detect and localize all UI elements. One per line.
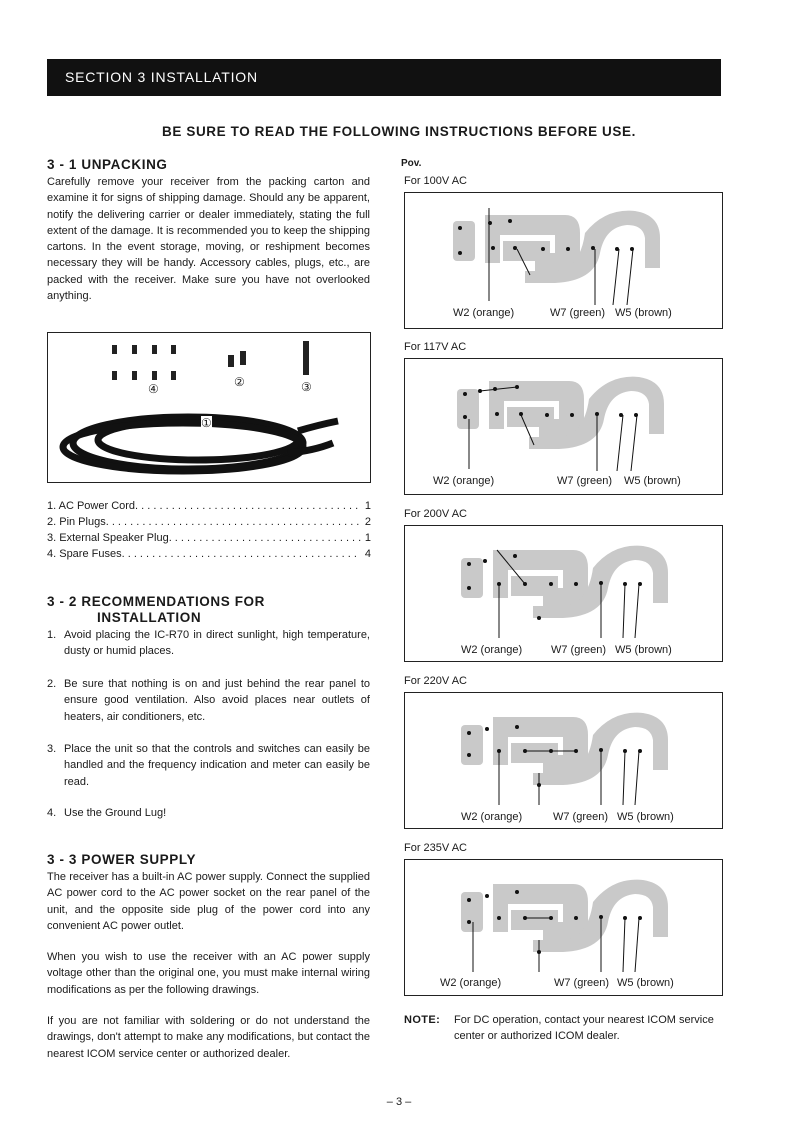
diagram-title-117v: For 117V AC xyxy=(404,341,467,353)
dc-operation-note xyxy=(404,1012,729,1042)
heading-recommendations-line2: INSTALLATION xyxy=(97,610,202,625)
wire-label-w5: W5 (brown) xyxy=(617,977,674,989)
wiring-diagram-200v xyxy=(404,525,723,662)
wiring-diagram-235v xyxy=(404,859,723,996)
page-number: – 3 – xyxy=(386,1096,412,1108)
note-text: For DC operation, contact your nearest ICOM service center or authorized ICOM dealer. xyxy=(454,1014,714,1042)
wire-label-w7: W7 (green) xyxy=(550,307,606,319)
wire-label-w2: W2 (orange) xyxy=(433,475,495,487)
wiring-diagram-117v xyxy=(404,358,723,495)
wire-label-w5: W5 (brown) xyxy=(615,307,672,319)
section-banner xyxy=(47,59,721,96)
wiring-diagram-220v xyxy=(404,692,723,829)
accessory-item: 2. Pin Plugs . . . 2 xyxy=(47,516,371,532)
section-title: SECTION 3 INSTALLATION xyxy=(65,69,258,85)
accessory-item: 1. AC Power Cord . . . 1 xyxy=(47,500,371,516)
note-label: NOTE: xyxy=(404,1014,441,1026)
wiring-diagram-100v xyxy=(404,192,723,329)
accessory-item: 4. Spare Fuses . . . 4 xyxy=(47,548,371,564)
wire-label-w2: W2 (orange) xyxy=(440,977,502,989)
recommendation-item: 2. Be sure that nothing is on and just behind the rear panel to ensure good ventilation. Also avoid places near outlets of heaters, air conditioners, etc. xyxy=(47,678,370,723)
wire-label-w5: W5 (brown) xyxy=(615,644,672,656)
diagram-title-220v: For 220V AC xyxy=(404,675,467,687)
recommendation-item: 3. Place the unit so that the controls and switches can easily be handled and the frequency indication and meter can easily be read. xyxy=(47,743,370,788)
recommendation-item: 4. Use the Ground Lug! xyxy=(47,807,167,819)
callout-1: ① xyxy=(201,416,212,430)
wire-label-w7: W7 (green) xyxy=(551,644,607,656)
callout-4: ④ xyxy=(148,382,159,396)
heading-unpacking: 3 - 1 UNPACKING xyxy=(47,157,168,172)
wire-label-w5: W5 (brown) xyxy=(617,811,674,823)
heading-recommendations: 3 - 2 RECOMMENDATIONS FOR xyxy=(47,594,266,609)
diagram-title-100v: For 100V AC xyxy=(404,175,467,187)
accessory-item: 3. External Speaker Plug . . . 1 xyxy=(47,532,371,548)
wire-label-w2: W2 (orange) xyxy=(461,811,523,823)
power-supply-text-3: If you are not familiar with soldering or do not understand the drawings, don't attempt to make any modifications, but contact the nearest ICOM service center or authorized dealer. xyxy=(47,1015,370,1060)
heading-power-supply: 3 - 3 POWER SUPPLY xyxy=(47,852,197,867)
diagram-title-235v: For 235V AC xyxy=(404,842,467,854)
callout-3: ③ xyxy=(301,380,312,394)
recommendation-item: 1. Avoid placing the IC-R70 in direct sunlight, high temperature, dusty or humid places. xyxy=(47,629,370,658)
power-supply-text-1: The receiver has a built-in AC power supply. Connect the supplied AC power cord to the AC power socket on the rear panel of the unit, and the opposite side plug of the power cord into any convenient AC power outlet. xyxy=(47,871,370,932)
accessories-illustration xyxy=(48,333,370,482)
wire-label-w7: W7 (green) xyxy=(557,475,613,487)
unpacking-text: Carefully remove your receiver from the packing carton and examine it for signs of shipping damage. Should any be apparent, notify the delivering carrier or dealer immediately, stating the full extent of the damage. It is recommended you to keep the shipping cartons. In the event storage, moving, or reshipment becomes necessary they will be handy. Accessory cables, plugs, etc., are packed with the receiver. Make sure you have not overlooked anything. xyxy=(47,176,370,303)
wire-label-w2: W2 (orange) xyxy=(461,644,523,656)
wire-label-w2: W2 (orange) xyxy=(453,307,515,319)
wire-label-w5: W5 (brown) xyxy=(624,475,681,487)
accessories-photo xyxy=(47,332,371,483)
callout-2: ② xyxy=(234,375,245,389)
diagram-title-200v: For 200V AC xyxy=(404,508,467,520)
wire-label-w7: W7 (green) xyxy=(553,811,609,823)
wire-label-w7: W7 (green) xyxy=(554,977,610,989)
power-supply-text-2: When you wish to use the receiver with an AC power supply voltage other than the original one, you must make internal wiring modifications as per the following drawings. xyxy=(47,951,370,996)
notice-heading: BE SURE TO READ THE FOLLOWING INSTRUCTIONS BEFORE USE. xyxy=(162,124,636,139)
pov-label: Pov. xyxy=(401,158,422,169)
